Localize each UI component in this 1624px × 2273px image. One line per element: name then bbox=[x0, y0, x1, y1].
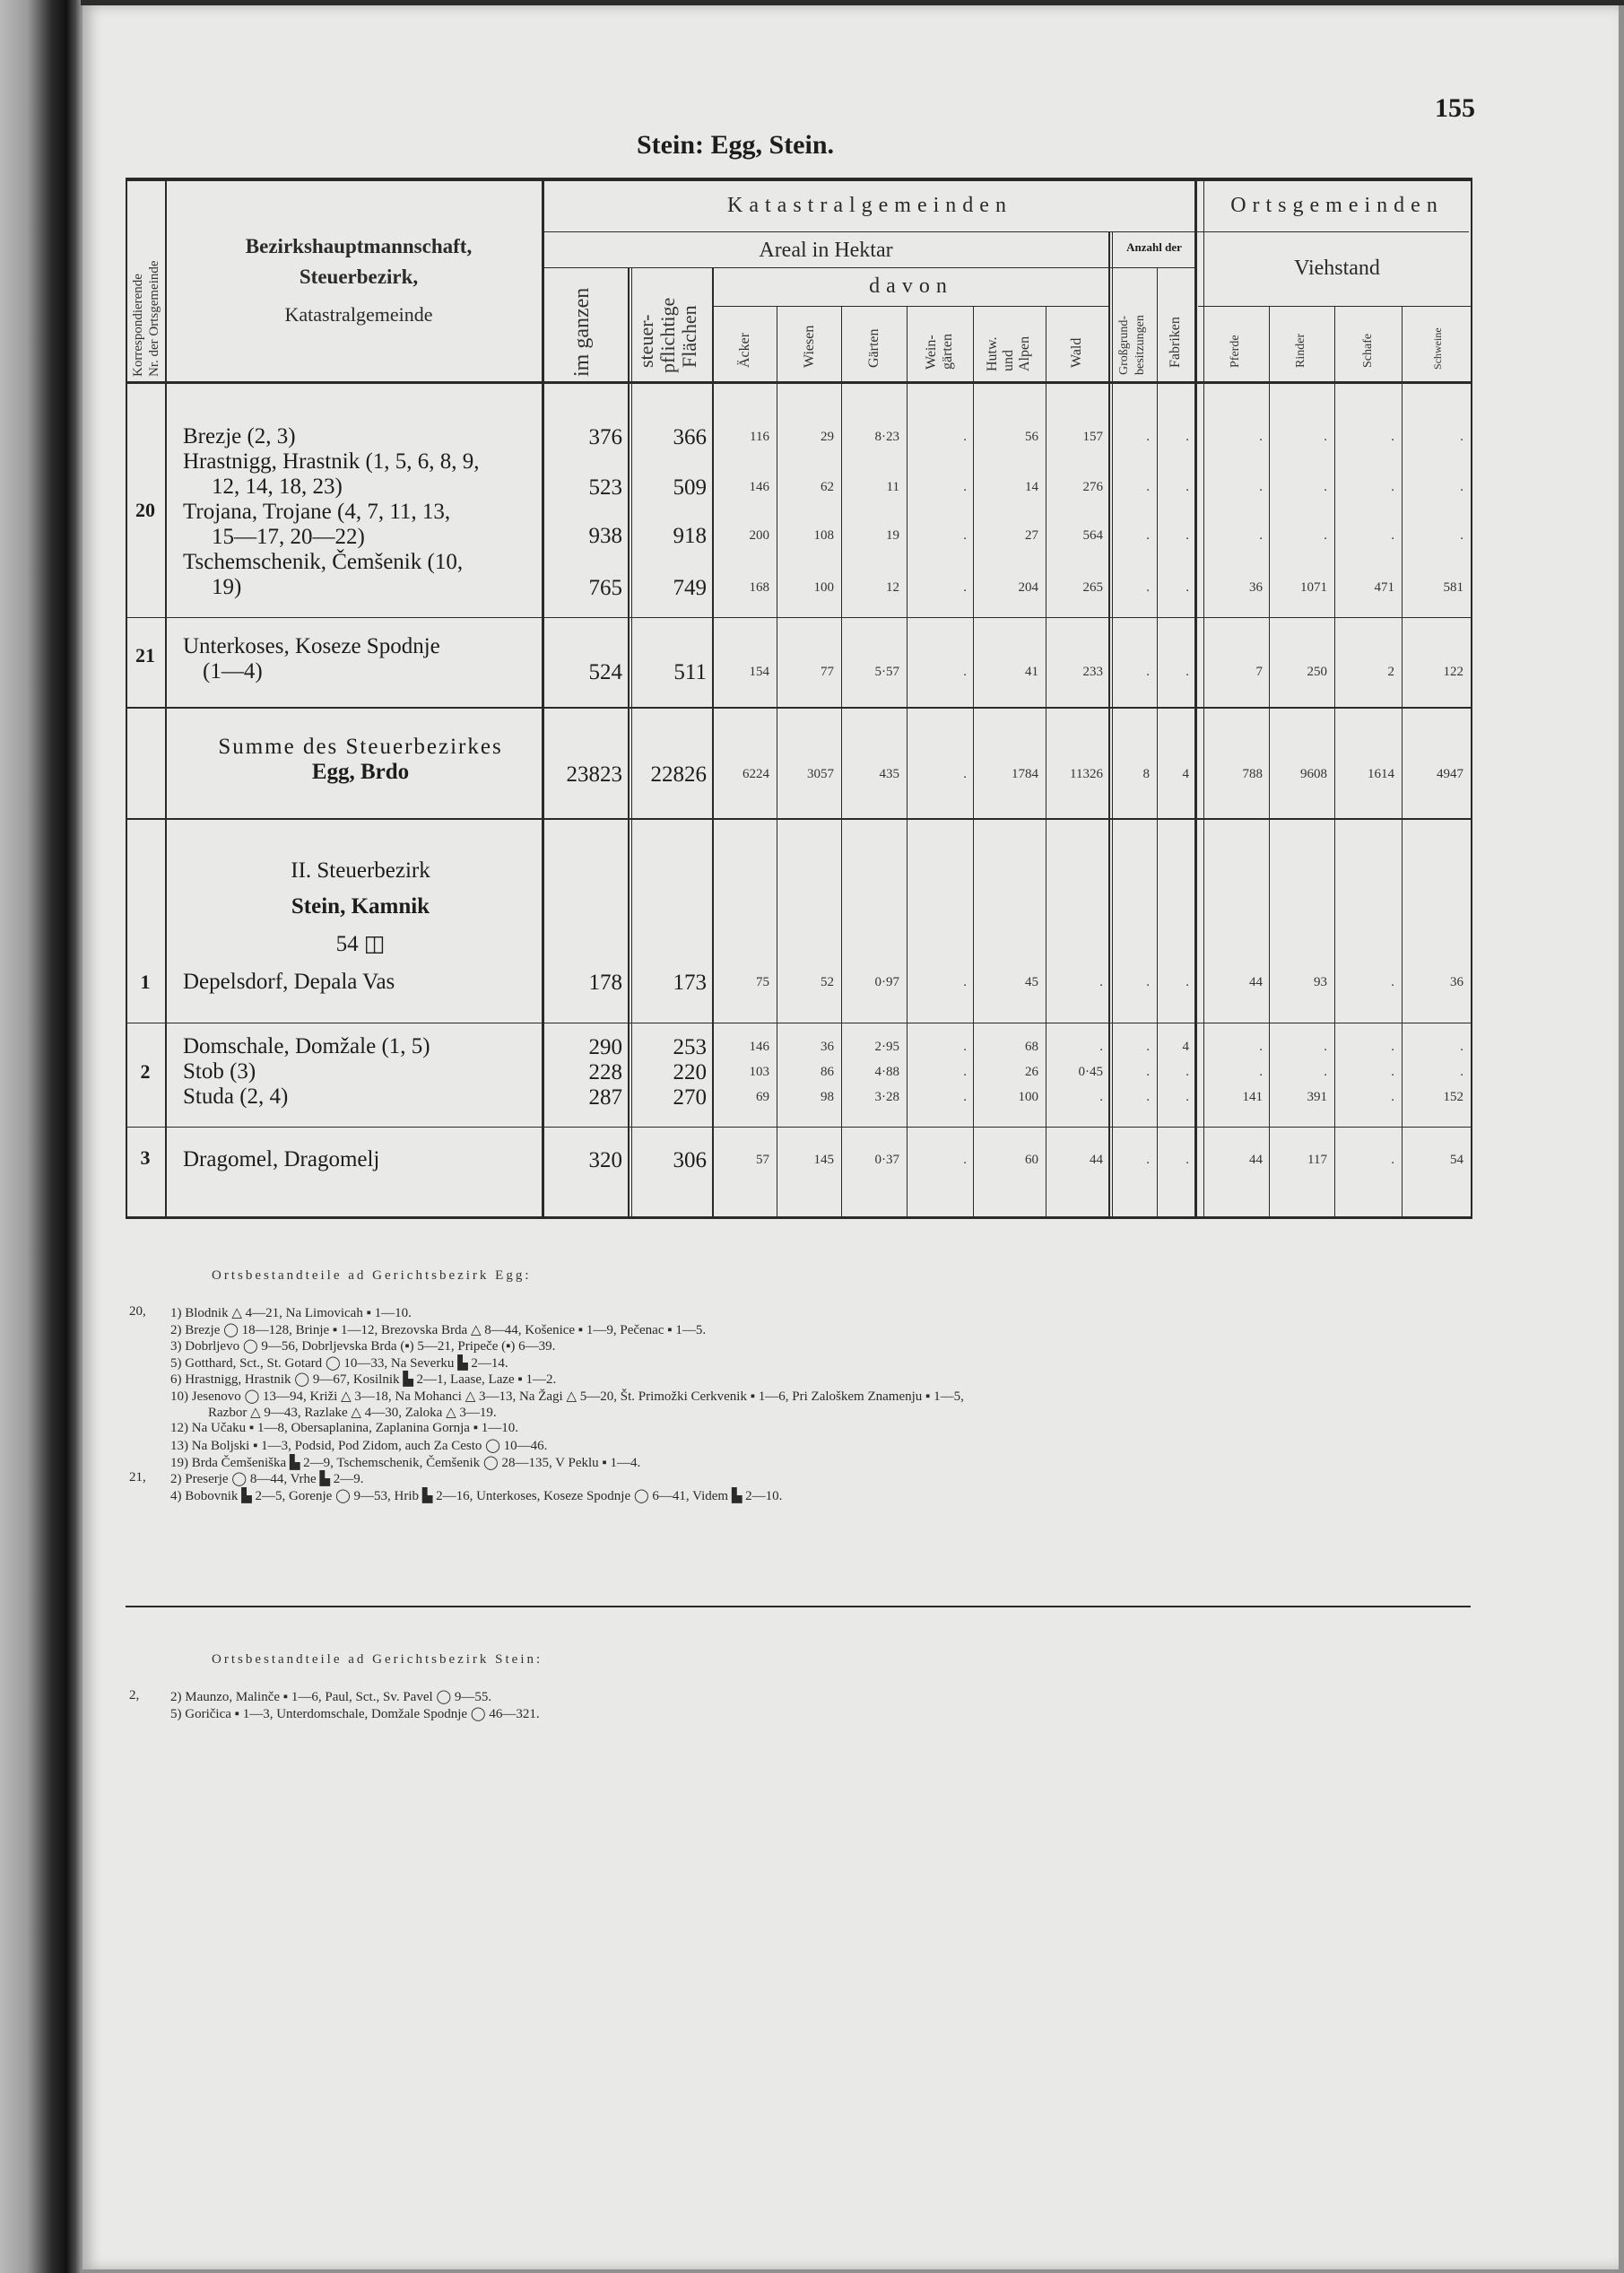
table-cell: 86 bbox=[821, 1065, 834, 1079]
table-cell: 524 bbox=[588, 660, 622, 684]
row-number: 21 bbox=[135, 644, 155, 666]
table-cell: . bbox=[1146, 480, 1150, 494]
table-cell: . bbox=[1324, 1040, 1327, 1054]
col-weingaerten: gärten bbox=[940, 334, 955, 370]
table-cell: . bbox=[1391, 1065, 1394, 1079]
table-cell: . bbox=[1324, 528, 1327, 543]
table-cell: 391 bbox=[1307, 1090, 1327, 1104]
table-cell: 77 bbox=[821, 665, 834, 679]
summe-label: Summe des Steuerbezirkes bbox=[218, 735, 503, 759]
table-cell: 200 bbox=[749, 528, 769, 543]
section-code: 54 ◫ bbox=[335, 932, 386, 956]
table-top-rule bbox=[126, 178, 1472, 181]
section-heading: II. Steuerbezirk bbox=[291, 858, 430, 883]
page-title: Stein: Egg, Stein. bbox=[637, 130, 835, 160]
table-cell: . bbox=[1259, 430, 1263, 444]
table-cell: 116 bbox=[750, 430, 769, 444]
table-cell: 62 bbox=[821, 480, 834, 494]
table-cell: 749 bbox=[673, 576, 707, 600]
rule bbox=[126, 617, 1472, 618]
col-aecker: Äcker bbox=[737, 332, 752, 368]
table-cell: 5·57 bbox=[874, 665, 899, 679]
footnote-heading: Ortsbestandteile ad Gerichtsbezirk Stein: bbox=[212, 1652, 543, 1667]
table-cell: 290 bbox=[588, 1035, 622, 1059]
footnote-text: 6) Hrastnigg, Hrastnik ◯ 9—67, Kosilnik ▙ 2—1, Laase, Laze ▪ 1—2. bbox=[170, 1372, 557, 1387]
table-cell: 52 bbox=[821, 975, 834, 989]
table-cell: 1071 bbox=[1300, 580, 1327, 595]
entry-name: 12, 14, 18, 23) bbox=[212, 475, 343, 499]
footnote-text: 13) Na Boljski ▪ 1—3, Podsid, Pod Zidom, auch Za Cesto ◯ 10—46. bbox=[170, 1439, 548, 1453]
table-cell: . bbox=[1185, 975, 1189, 989]
table-cell: . bbox=[1391, 1040, 1394, 1054]
col-schweine: Schweine bbox=[1431, 327, 1444, 370]
table-cell: . bbox=[1324, 430, 1327, 444]
table-cell: 168 bbox=[749, 580, 769, 595]
header-katastralgemeinden: Katastralgemeinden bbox=[727, 194, 1012, 217]
footnote-text: 2) Brezje ◯ 18—128, Brinje ▪ 1—12, Brezovska Brda △ 8—44, Košenice ▪ 1—9, Pečenac ▪ 1—5. bbox=[170, 1322, 707, 1337]
table-cell: 44 bbox=[1249, 1153, 1263, 1167]
table-cell: 0·37 bbox=[874, 1153, 899, 1167]
table-cell: 265 bbox=[1082, 580, 1103, 595]
col-steuer: steuer- bbox=[635, 314, 657, 368]
table-cell: 306 bbox=[673, 1148, 707, 1172]
table-cell: 27 bbox=[1025, 528, 1038, 543]
header-davon: davon bbox=[869, 274, 953, 298]
table-cell: 23823 bbox=[566, 762, 622, 787]
header-ortsgemeinden: Ortsgemeinden bbox=[1230, 194, 1444, 217]
table-cell: 44 bbox=[1090, 1153, 1103, 1167]
footnote-text: 2) Preserje ◯ 8—44, Vrhe ▙ 2—9. bbox=[170, 1472, 364, 1486]
entry-name: Stob (3) bbox=[183, 1059, 256, 1084]
table-cell: . bbox=[1185, 1153, 1189, 1167]
col-wiesen: Wiesen bbox=[802, 325, 817, 368]
table-cell: . bbox=[1259, 480, 1263, 494]
entry-name: Dragomel, Dragomelj bbox=[183, 1147, 380, 1171]
table-cell: 509 bbox=[673, 475, 707, 500]
table-cell: 320 bbox=[588, 1148, 622, 1172]
header-bezirk-2: Steuerbezirk, bbox=[299, 266, 419, 288]
table-cell: 98 bbox=[821, 1090, 834, 1104]
table-cell: 60 bbox=[1025, 1153, 1038, 1167]
col-gaerten: Gärten bbox=[866, 328, 881, 368]
table-cell: . bbox=[1099, 1090, 1103, 1104]
table-cell: 765 bbox=[588, 576, 622, 600]
rule bbox=[1471, 178, 1472, 1218]
row-number: 2 bbox=[140, 1060, 151, 1083]
table-cell: 1614 bbox=[1368, 767, 1394, 781]
rule bbox=[1194, 178, 1197, 1218]
rule bbox=[543, 231, 1469, 232]
entry-name: Studa (2, 4) bbox=[183, 1084, 289, 1109]
table-cell: 68 bbox=[1025, 1040, 1038, 1054]
table-cell: . bbox=[1460, 1065, 1463, 1079]
table-cell: . bbox=[963, 1065, 967, 1079]
table-cell: . bbox=[1146, 665, 1150, 679]
table-cell: . bbox=[963, 665, 967, 679]
table-cell: . bbox=[1460, 1040, 1463, 1054]
table-cell: 233 bbox=[1082, 665, 1103, 679]
table-cell: . bbox=[1391, 430, 1394, 444]
table-cell: . bbox=[1259, 1040, 1263, 1054]
entry-name: Tschemschenik, Čemšenik (10, bbox=[183, 550, 464, 574]
col-besitz: besitzungen bbox=[1133, 315, 1147, 375]
col-rinder: Rinder bbox=[1294, 333, 1307, 368]
footnote-text: 4) Bobovnik ▙ 2—5, Gorenje ◯ 9—53, Hrib ▙ 2—16, Unterkoses, Koseze Spodnje ◯ 6—41, Videm ▙ 2—10. bbox=[170, 1488, 783, 1503]
table-cell: 4 bbox=[1182, 1040, 1189, 1054]
table-cell: . bbox=[963, 528, 967, 543]
table-cell: . bbox=[1146, 528, 1150, 543]
table-cell: 14 bbox=[1025, 480, 1038, 494]
table-cell: 19 bbox=[886, 528, 899, 543]
table-cell: 6224 bbox=[743, 767, 769, 781]
table-cell: . bbox=[1185, 528, 1189, 543]
table-cell: 26 bbox=[1025, 1065, 1038, 1079]
table-cell: . bbox=[1146, 1090, 1150, 1104]
table-cell: . bbox=[1146, 1040, 1150, 1054]
col-flaechen: Flächen bbox=[678, 305, 700, 368]
table-cell: 938 bbox=[588, 524, 622, 548]
table-cell: 103 bbox=[749, 1065, 769, 1079]
table-cell: . bbox=[963, 480, 967, 494]
section-district: Stein, Kamnik bbox=[291, 894, 430, 919]
header-bottom-rule bbox=[126, 381, 1472, 384]
table-cell: . bbox=[1185, 1090, 1189, 1104]
table-cell: 366 bbox=[673, 425, 707, 449]
table-cell: 253 bbox=[673, 1035, 707, 1059]
table-cell: . bbox=[963, 767, 967, 781]
table-cell: 41 bbox=[1025, 665, 1038, 679]
table-cell: 0·45 bbox=[1078, 1065, 1103, 1079]
table-cell: 178 bbox=[588, 971, 622, 995]
table-cell: . bbox=[1185, 430, 1189, 444]
table-cell: 146 bbox=[749, 480, 769, 494]
table-cell: . bbox=[963, 580, 967, 595]
table-cell: 108 bbox=[813, 528, 834, 543]
table-cell: . bbox=[1146, 1065, 1150, 1079]
col-alpen: Alpen bbox=[1017, 335, 1032, 371]
table-cell: 36 bbox=[1450, 975, 1463, 989]
page-number: 155 bbox=[1435, 93, 1475, 123]
table-cell: . bbox=[1460, 430, 1463, 444]
table-cell: 376 bbox=[588, 425, 622, 449]
row-number: 1 bbox=[140, 971, 151, 993]
table-cell: . bbox=[963, 1040, 967, 1054]
col-pferde: Pferde bbox=[1229, 335, 1242, 368]
entry-name: Brezje (2, 3) bbox=[183, 424, 296, 449]
table-cell: 435 bbox=[879, 767, 899, 781]
table-cell: . bbox=[963, 430, 967, 444]
table-cell: 228 bbox=[588, 1060, 622, 1084]
footnote-text: 12) Na Učaku ▪ 1—8, Obersaplanina, Zaplanina Gornja ▪ 1—10. bbox=[170, 1420, 519, 1435]
table-cell: 173 bbox=[673, 971, 707, 995]
header-bezirk-1: Bezirkshauptmannschaft, bbox=[245, 235, 473, 257]
footnote-text: 3) Dobrljevo ◯ 9—56, Dobrljevska Brda (▪) 5—21, Pripeče (▪) 6—39. bbox=[170, 1339, 556, 1354]
table-cell: 7 bbox=[1255, 665, 1263, 679]
table-cell: 100 bbox=[1018, 1090, 1038, 1104]
footnote-text: Razbor △ 9—43, Razlake △ 4—30, Zaloka △ 3—19. bbox=[208, 1406, 497, 1420]
table-cell: 581 bbox=[1443, 580, 1463, 595]
col-hutw: Hutw. bbox=[985, 336, 1000, 371]
rule bbox=[543, 267, 1194, 268]
rule bbox=[1203, 178, 1204, 1218]
table-cell: 29 bbox=[821, 430, 834, 444]
table-cell: 8 bbox=[1142, 767, 1150, 781]
footnote-text: 19) Brda Čemšeniška ▙ 2—9, Tschemschenik, Čemšenik ◯ 28—135, V Peklu ▪ 1—4. bbox=[170, 1455, 641, 1470]
table-cell: 152 bbox=[1443, 1090, 1463, 1104]
entry-name: 19) bbox=[212, 575, 242, 599]
table-cell: . bbox=[1391, 1153, 1394, 1167]
table-cell: . bbox=[1460, 528, 1463, 543]
table-cell: 511 bbox=[673, 660, 707, 684]
table-cell: . bbox=[1099, 1040, 1103, 1054]
col-gross: Großgrund- bbox=[1117, 315, 1131, 375]
entry-name: Hrastnigg, Hrastnik (1, 5, 6, 8, 9, bbox=[183, 449, 480, 474]
table-cell: . bbox=[1185, 480, 1189, 494]
table-cell: 788 bbox=[1242, 767, 1263, 781]
table-cell: . bbox=[1324, 1065, 1327, 1079]
entry-name: 15—17, 20—22) bbox=[212, 525, 365, 549]
table-cell: . bbox=[963, 1153, 967, 1167]
table-cell: 1784 bbox=[1012, 767, 1038, 781]
entry-name: Unterkoses, Koseze Spodnje bbox=[183, 634, 440, 658]
table-cell: . bbox=[963, 1090, 967, 1104]
col-pflichtige: pflichtige bbox=[656, 297, 679, 373]
table-cell: 250 bbox=[1307, 665, 1327, 679]
entry-name: Trojana, Trojane (4, 7, 11, 13, bbox=[183, 500, 451, 524]
table-cell: . bbox=[963, 975, 967, 989]
summe-district: Egg, Brdo bbox=[311, 760, 410, 784]
book-binding bbox=[0, 0, 81, 2273]
table-cell: 204 bbox=[1018, 580, 1038, 595]
header-areal: Areal in Hektar bbox=[759, 239, 893, 262]
table-cell: 36 bbox=[1249, 580, 1263, 595]
table-cell: 45 bbox=[1025, 975, 1038, 989]
table-cell: 141 bbox=[1242, 1090, 1263, 1104]
col-im-ganzen: im ganzen bbox=[570, 287, 594, 377]
col-corresp-label: Korrespondierende bbox=[131, 274, 145, 377]
rule bbox=[714, 306, 1108, 307]
table-cell: . bbox=[1391, 975, 1394, 989]
col-wein: Wein- bbox=[924, 335, 939, 370]
footnote-ref: 2, bbox=[129, 1688, 140, 1703]
table-cell: 57 bbox=[756, 1153, 769, 1167]
table-cell: . bbox=[1185, 665, 1189, 679]
section-divider bbox=[126, 1606, 1471, 1607]
table-cell: 75 bbox=[756, 975, 769, 989]
table-cell: 122 bbox=[1443, 665, 1463, 679]
table-cell: . bbox=[1185, 580, 1189, 595]
table-bottom-rule bbox=[126, 1216, 1472, 1219]
table-cell: . bbox=[1391, 1090, 1394, 1104]
table-cell: 270 bbox=[673, 1085, 707, 1110]
table-cell: 69 bbox=[756, 1090, 769, 1104]
table-cell: 2·95 bbox=[874, 1040, 899, 1054]
row-number: 20 bbox=[135, 499, 155, 521]
header-anzahl: Anzahl der bbox=[1126, 240, 1182, 254]
table-cell: 918 bbox=[673, 524, 707, 548]
footnote-heading: Ortsbestandteile ad Gerichtsbezirk Egg: bbox=[212, 1268, 532, 1283]
header-viehstand: Viehstand bbox=[1294, 257, 1380, 280]
table-cell: 44 bbox=[1249, 975, 1263, 989]
table-cell: . bbox=[1146, 1153, 1150, 1167]
footnote-text: 5) Goričica ▪ 1—3, Unterdomschale, Domžale Spodnje ◯ 46—321. bbox=[170, 1707, 540, 1721]
table-cell: . bbox=[1259, 528, 1263, 543]
table-cell: 220 bbox=[673, 1060, 707, 1084]
scanned-page bbox=[83, 5, 1619, 2269]
footnote-text: 10) Jesenovo ◯ 13—94, Križi △ 3—18, Na Mohanci △ 3—13, Na Žagi △ 5—20, Št. Primožki Cerkvenik ▪ 1—6, Pri Zaloškem Znamenju ▪ 1—5, bbox=[170, 1389, 964, 1404]
table-cell: 471 bbox=[1374, 580, 1394, 595]
table-cell: . bbox=[1099, 975, 1103, 989]
table-cell: . bbox=[1146, 580, 1150, 595]
table-cell: 12 bbox=[886, 580, 899, 595]
table-cell: 157 bbox=[1082, 430, 1103, 444]
table-cell: 9608 bbox=[1300, 767, 1327, 781]
rule bbox=[1198, 306, 1472, 307]
table-cell: 11326 bbox=[1070, 767, 1103, 781]
table-cell: . bbox=[1259, 1065, 1263, 1079]
table-cell: 0·97 bbox=[874, 975, 899, 989]
row-number: 3 bbox=[140, 1146, 151, 1169]
table-cell: . bbox=[1146, 975, 1150, 989]
table-cell: 3·28 bbox=[874, 1090, 899, 1104]
col-wald: Wald bbox=[1069, 337, 1084, 368]
table-cell: . bbox=[1460, 480, 1463, 494]
table-cell: 2 bbox=[1387, 665, 1394, 679]
table-cell: 523 bbox=[588, 475, 622, 500]
table-cell: 56 bbox=[1025, 430, 1038, 444]
footnote-ref: 21, bbox=[129, 1470, 146, 1485]
table-cell: 93 bbox=[1314, 975, 1327, 989]
rule bbox=[165, 178, 167, 1218]
entry-name: Depelsdorf, Depala Vas bbox=[183, 970, 395, 994]
footnote-text: 1) Blodnik △ 4—21, Na Limovicah ▪ 1—10. bbox=[170, 1306, 412, 1320]
table-cell: . bbox=[1391, 528, 1394, 543]
footnote-ref: 20, bbox=[129, 1304, 146, 1319]
footnote-text: 5) Gotthard, Sct., St. Gotard ◯ 10—33, Na Severku ▙ 2—14. bbox=[170, 1355, 508, 1371]
table-cell: 11 bbox=[886, 480, 899, 494]
header-bezirk-3: Katastralgemeinde bbox=[284, 303, 433, 326]
rule bbox=[126, 818, 1472, 820]
table-cell: 4·88 bbox=[874, 1065, 899, 1079]
table-cell: . bbox=[1324, 480, 1327, 494]
table-cell: 146 bbox=[749, 1040, 769, 1054]
col-schafe: Schafe bbox=[1361, 333, 1375, 368]
footnote-text: 2) Maunzo, Malinče ▪ 1—6, Paul, Sct., Sv. Pavel ◯ 9—55. bbox=[170, 1690, 492, 1704]
table-cell: 22826 bbox=[650, 762, 707, 787]
table-cell: . bbox=[1146, 430, 1150, 444]
table-cell: 564 bbox=[1082, 528, 1103, 543]
table-cell: . bbox=[1185, 1065, 1189, 1079]
table-cell: . bbox=[1391, 480, 1394, 494]
table-cell: 287 bbox=[588, 1085, 622, 1110]
entry-name: Domschale, Domžale (1, 5) bbox=[183, 1034, 430, 1058]
col-fabriken: Fabriken bbox=[1168, 317, 1183, 368]
table-cell: 4 bbox=[1182, 767, 1189, 781]
rule bbox=[126, 707, 1472, 709]
table-cell: 145 bbox=[813, 1153, 834, 1167]
table-cell: 117 bbox=[1307, 1153, 1327, 1167]
table-cell: 3057 bbox=[807, 767, 834, 781]
table-cell: 4947 bbox=[1437, 767, 1463, 781]
table-cell: 276 bbox=[1082, 480, 1103, 494]
table-cell: 36 bbox=[821, 1040, 834, 1054]
table-cell: 154 bbox=[749, 665, 769, 679]
col-und: und bbox=[1001, 350, 1016, 371]
entry-name: (1—4) bbox=[203, 659, 263, 684]
col-corresp-label-2: Nr. der Ortsgemeinde bbox=[147, 260, 161, 377]
table-cell: 100 bbox=[813, 580, 834, 595]
table-cell: 54 bbox=[1450, 1153, 1463, 1167]
rule bbox=[126, 1127, 1472, 1128]
table-cell: 8·23 bbox=[874, 430, 899, 444]
